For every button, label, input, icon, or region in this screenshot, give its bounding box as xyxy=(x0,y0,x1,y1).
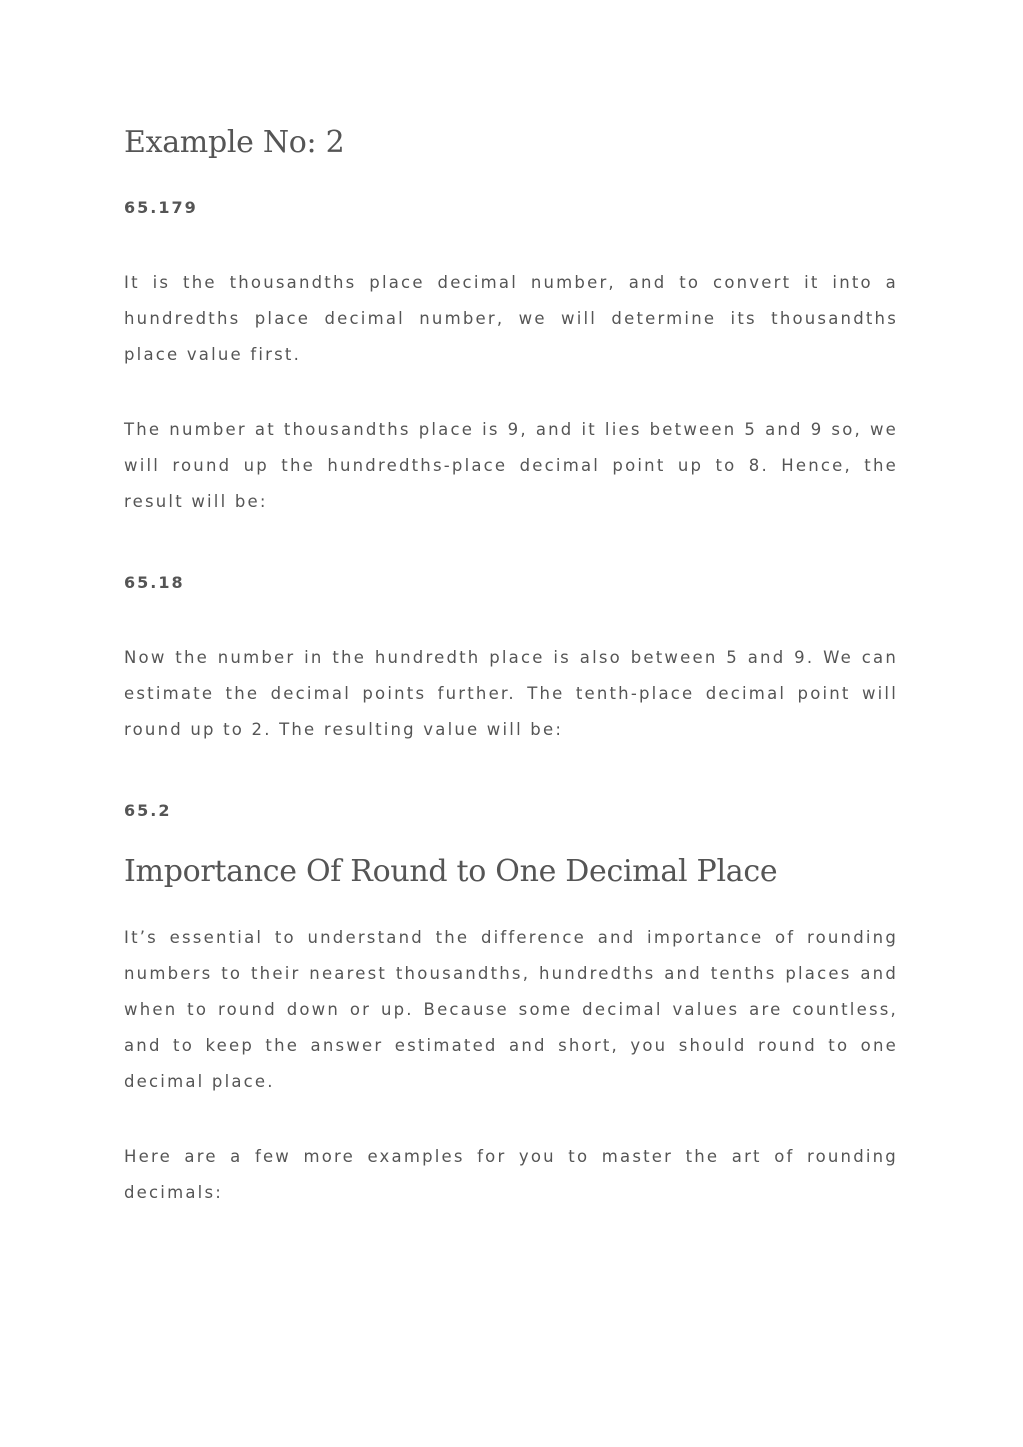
example-number-hundredths: 65.18 xyxy=(124,573,185,592)
example-number-tenths: 65.2 xyxy=(124,801,172,820)
example-paragraph-1: It is the thousandths place decimal number, and to convert it into a hundredths place decimal number, we will determine its thousandths place value first. xyxy=(124,273,898,364)
example-heading: Example No: 2 xyxy=(124,125,345,160)
example-paragraph-3: Now the number in the hundredth place is also between 5 and 9. We can estimate the decimal points further. The tenth-place decimal point will round up to 2. The resulting value will be: xyxy=(124,648,898,739)
example-paragraph-2: The number at thousandths place is 9, and it lies between 5 and 9 so, we will round up the hundredths-place decimal point up to 8. Hence, the result will be: xyxy=(124,420,898,511)
importance-heading: Importance Of Round to One Decimal Place xyxy=(124,854,778,889)
example-number-initial: 65.179 xyxy=(124,198,198,217)
importance-paragraph-1: It’s essential to understand the difference and importance of rounding numbers to their nearest thousandths, hundredths and tenths places and when to round down or up. Because some decimal values are countless, and to keep the answer estimated and short, you should round to one decimal place. xyxy=(124,928,898,1091)
article-content xyxy=(124,122,898,1211)
importance-paragraph-2: Here are a few more examples for you to master the art of rounding decimals: xyxy=(124,1147,898,1202)
